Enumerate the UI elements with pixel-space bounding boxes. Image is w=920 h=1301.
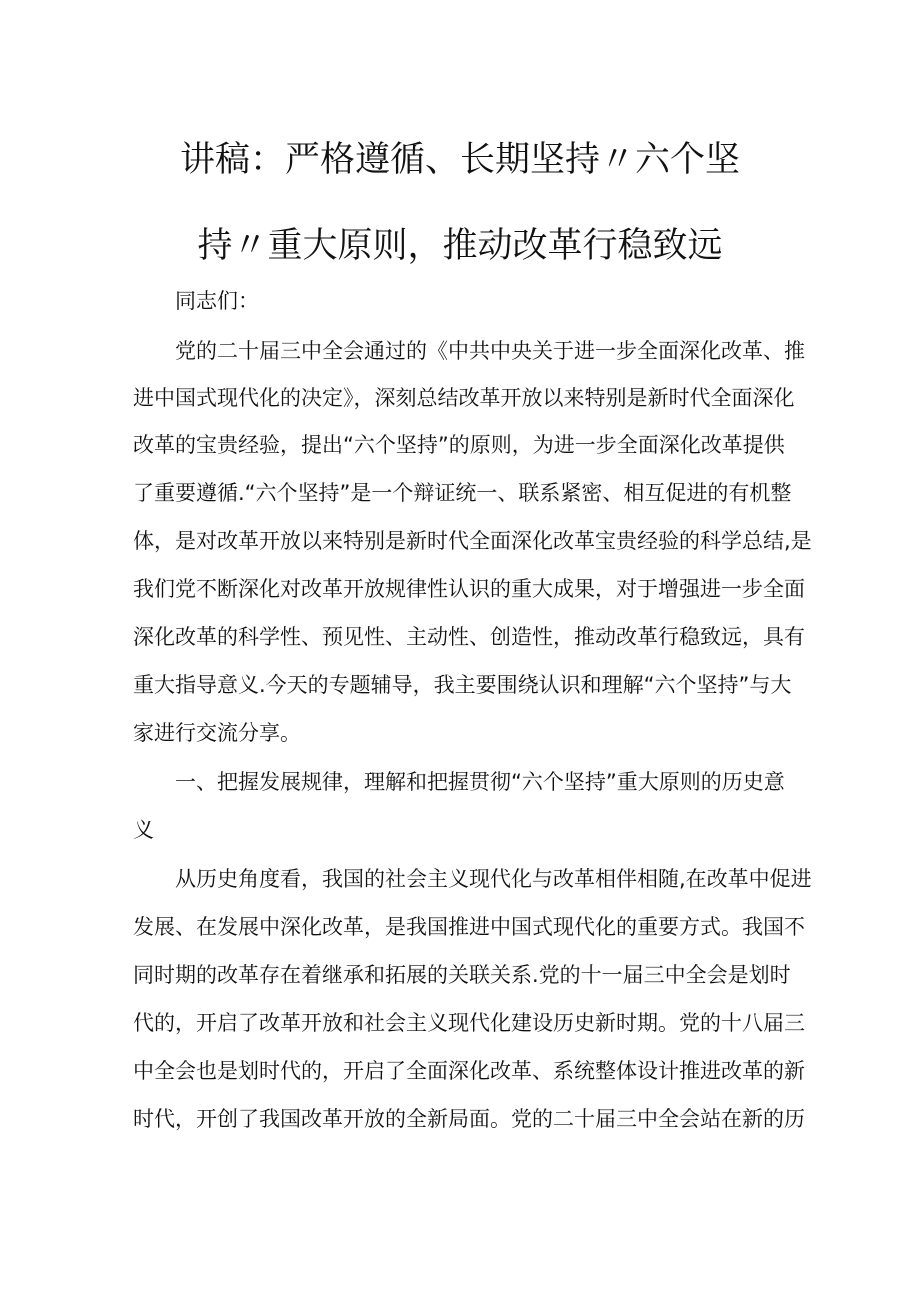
document-title-line-2: 持〃重大原则，推动改革行稳致远 [197, 226, 723, 266]
paragraph-1-line: 重大指导意义.今天的专题辅导，我主要围绕认识和理解“六个坚持”与大 [133, 673, 792, 697]
salutation: 同志们： [175, 289, 259, 313]
paragraph-3-line: 中全会也是划时代的，开启了全面深化改革、系统整体设计推进改革的新 [133, 1059, 805, 1083]
paragraph-1-line: 进中国式现代化的决定》，深刻总结改革开放以来特别是新时代全面深化 [133, 386, 795, 410]
paragraph-1-line: 党的二十届三中全会通过的《中共中央关于进一步全面深化改革、推 [175, 339, 805, 363]
paragraph-3-line: 发展、在发展中深化改革，是我国推进中国式现代化的重要方式。我国不 [133, 915, 805, 939]
paragraph-3-line: 代的，开启了改革开放和社会主义现代化建设历史新时期。党的十八届三 [133, 1011, 805, 1035]
paragraph-1-line: 体，是对改革开放以来特别是新时代全面深化改革宝贵经验的科学总结,是 [133, 529, 812, 553]
paragraph-1-line: 深化改革的科学性、预见性、主动性、创造性，推动改革行稳致远，具有 [133, 625, 805, 649]
paragraph-3-line: 从历史角度看，我国的社会主义现代化与改革相伴相随,在改革中促进 [175, 867, 812, 891]
paragraph-3-line: 同时期的改革存在着继承和拓展的关联关系.党的十一届三中全会是划时 [133, 963, 791, 987]
paragraph-1-line: 家进行交流分享。 [133, 721, 301, 745]
paragraph-1-line: 我们党不断深化对改革开放规律性认识的重大成果，对于增强进一步全面 [133, 577, 805, 601]
document-title-line-1: 讲稿：严格遵循、长期坚持〃六个坚 [179, 140, 740, 180]
section-heading-line: 一、把握发展规律，理解和把握贯彻“六个坚持”重大原则的历史意 [175, 770, 785, 794]
paragraph-1-line: 改革的宝贵经验，提出“六个坚持”的原则，为进一步全面深化改革提供 [133, 433, 785, 457]
section-heading-line: 义 [133, 818, 154, 842]
paragraph-1-line: 了重要遵循.“六个坚持”是一个辩证统一、联系紧密、相互促进的有机整 [133, 481, 792, 505]
paragraph-3-line: 时代，开创了我国改革开放的全新局面。党的二十届三中全会站在新的历 [133, 1107, 805, 1131]
